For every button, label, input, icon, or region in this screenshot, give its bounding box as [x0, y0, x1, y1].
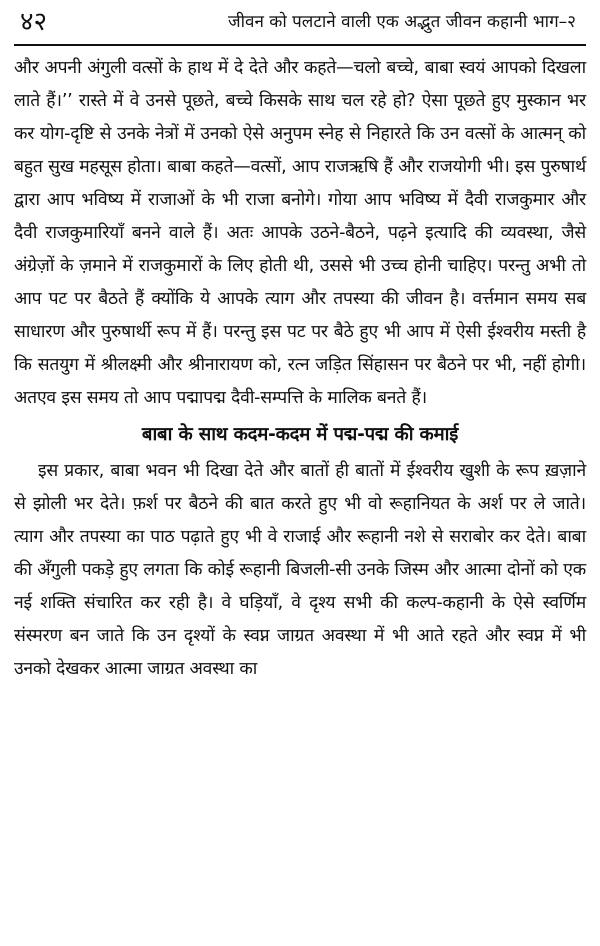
- running-title: जीवन को पलटाने वाली एक अद्भुत जीवन कहानी भाग–२: [227, 11, 576, 32]
- page-body: [14, 52, 586, 686]
- paragraph-1: और अपनी अंगुली वत्सों के हाथ में दे देते और कहते—चलो बच्चे, बाबा स्वयं आपको दिखला लाते हैं।’’ रास्ते में वे उनसे पूछते, बच्चे किसके साथ चल रहे हो? ऐसा पूछते हुए मुस्कान भर कर योग-दृष्टि से उनके नेत्रों में उनको ऐसे अनुपम स्नेह से निहारते कि उन वत्सों के आत्मन् को बहुत सुख महसूस होता। बाबा कहते—वत्सों, आप राजऋषि हैं और राजयोगी भी। इस पुरुषार्थ द्वारा आप भविष्य में राजाओं के भी राजा बनोगे। गोया आप भविष्य में दैवी राजकुमार और दैवी राजकुमारियाँ बनने वाले हैं। अतः आपके उठने-बैठने, पढ़ने इत्यादि की व्यवस्था, जैसे अंग्रेज़ों के ज़माने में राजकुमारों के लिए होती थी, उससे भी उच्च होनी चाहिए। परन्तु अभी तो आप पट पर बैठते हैं क्योंकि ये आपके त्याग और तपस्या की जीवन है। वर्त्तमान समय सब साधारण और पुरुषार्थी रूप में हैं। परन्तु इस पट पर बैठे हुए भी आप में ऐसी ईश्वरीय मस्ती है कि सतयुग में श्रीलक्ष्मी और श्रीनारायण को, रत्न जड़ित सिंहासन पर बैठने पर भी, नहीं होगी। अतएव इस समय तो आप पद्मापद्म दैवी-सम्पत्ति के मालिक बनते हैं।: [14, 58, 586, 408]
- page-header: [14, 0, 586, 46]
- paragraph-2: इस प्रकार, बाबा भवन भी दिखा देते और बातों ही बातों में ईश्वरीय खुशी के रूप ख़ज़ाने से झोली भर देते। फ़र्श पर बैठने की बात करते हुए भी वो रूहानियत के अर्श पर ले जाते। त्याग और तपस्या का पाठ पढ़ाते हुए भी वे राजाई और रूहानी नशे से सराबोर कर देते। बाबा की अँगुली पकड़े हुए लगता कि कोई रूहानी बिजली-सी उनके जिस्म और आत्मा दोनों को एक नई शक्ति संचारित कर रही है। वे घड़ियाँ, वे दृश्य सभी की कल्प-कहानी के ऐसे स्वर्णिम संस्मरण बन जाते कि उन दृश्यों के स्वप्न जाग्रत अवस्था में भी आते रहते और स्वप्न में भी उनको देखकर आत्मा जाग्रत अवस्था का: [14, 461, 586, 679]
- section-heading: बाबा के साथ कदम-कदम में पद्म-पद्म की कमाई: [141, 424, 459, 445]
- page-number: ४२: [20, 7, 48, 37]
